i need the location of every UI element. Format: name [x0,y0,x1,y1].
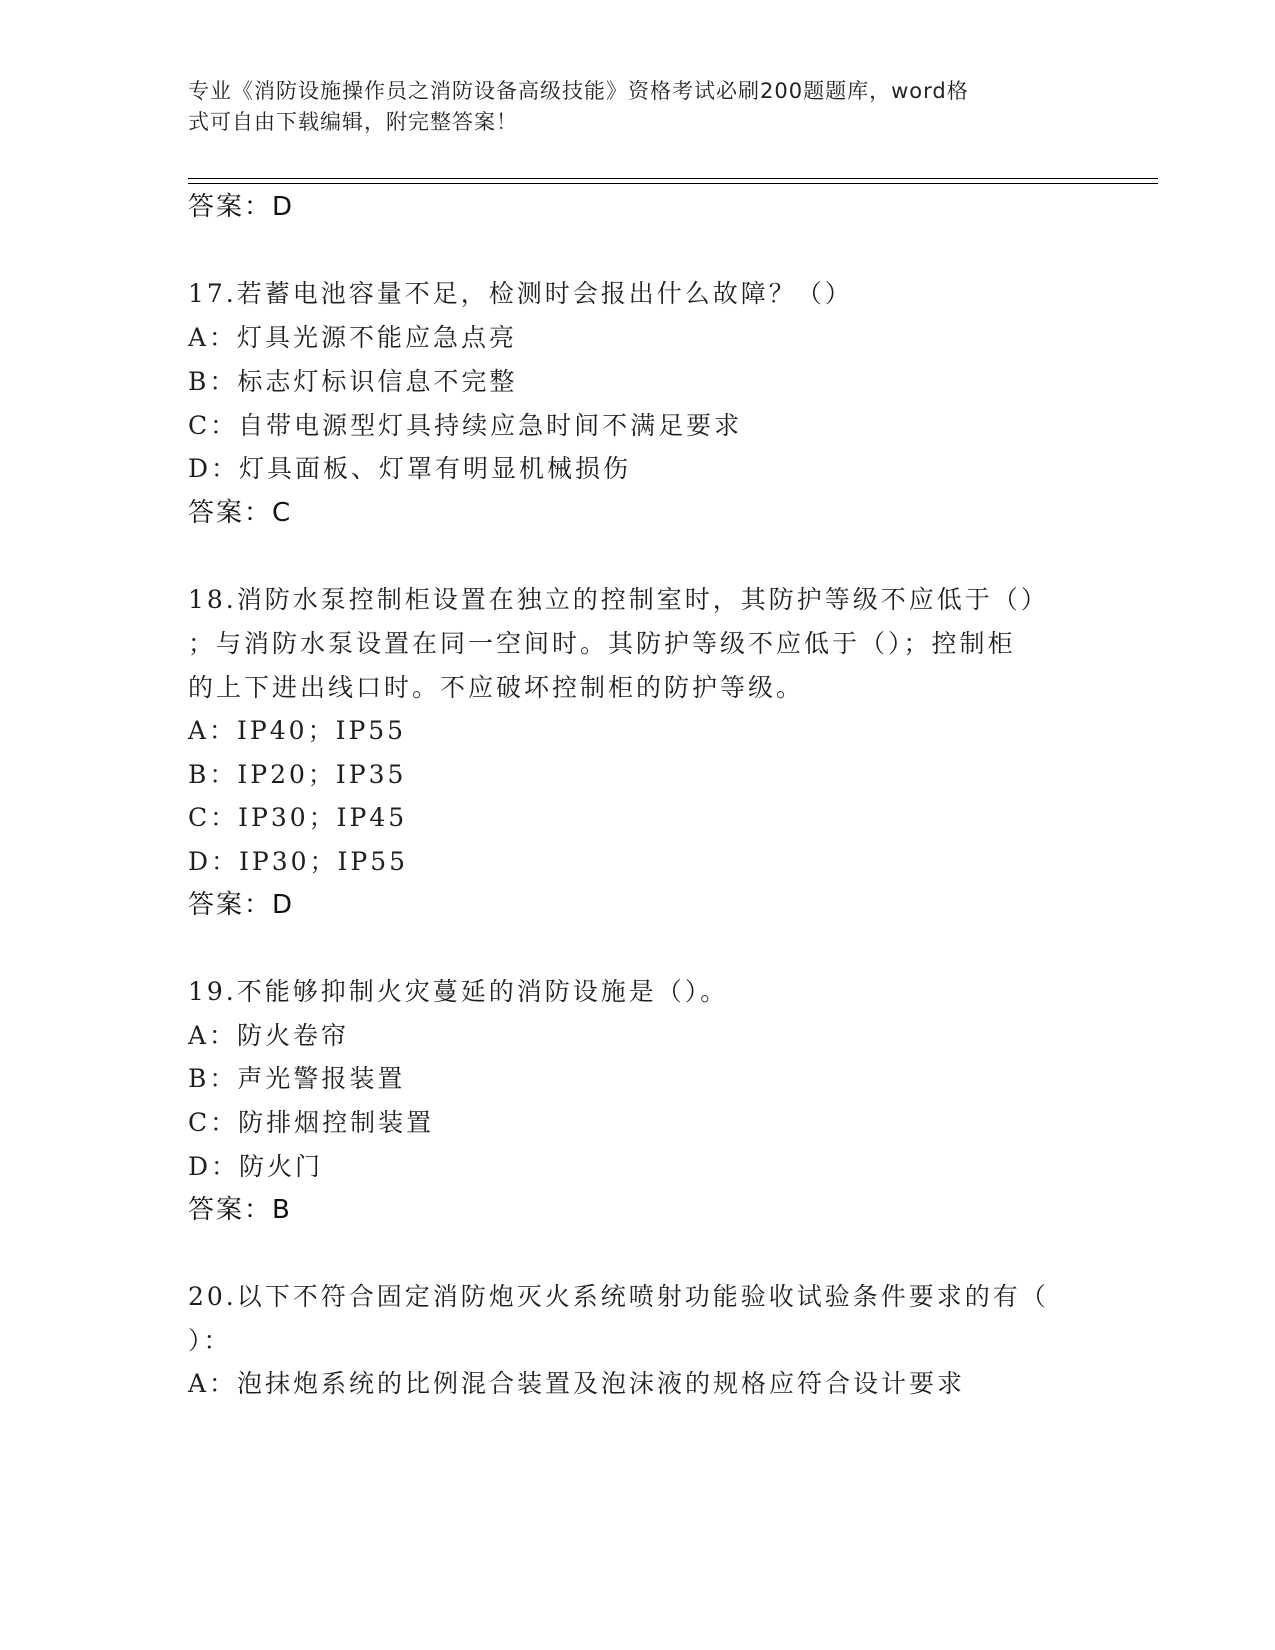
header-line-2: 式可自由下载编辑，附完整答案！ [188,110,518,134]
question-17-text: 17.若蓄电池容量不足，检测时会报出什么故障？（） [188,279,853,308]
question-17-answer: 答案：C [188,498,293,528]
answer-previous: 答案：D [188,192,295,222]
header-divider-top [188,178,1158,179]
question-20-text-line-2: ）： [188,1326,232,1355]
question-17-option-b: B：标志灯标识信息不完整 [188,367,518,396]
question-18-text-line-2: ；与消防水泵设置在同一空间时。其防护等级不应低于（）；控制柜 [188,629,1016,658]
question-19-text: 19.不能够抑制火灾蔓延的消防设施是（）。 [188,977,729,1006]
header-divider-bottom [188,183,1158,184]
question-18-option-d: D：IP30；IP55 [188,847,409,876]
question-18-option-b: B：IP20；IP35 [188,760,407,789]
question-17-option-c: C：自带电源型灯具持续应急时间不满足要求 [188,411,743,440]
question-18-option-a: A：IP40；IP55 [188,716,407,745]
question-18-text-line-3: 的上下进出线口时。不应破坏控制柜的防护等级。 [188,673,805,702]
question-18-option-c: C：IP30；IP45 [188,803,408,832]
question-19-option-c: C：防排烟控制装置 [188,1108,435,1137]
question-17-option-d: D：灯具面板、灯罩有明显机械损伤 [188,454,632,483]
question-18-text-line-1: 18.消防水泵控制柜设置在独立的控制室时，其防护等级不应低于（） [188,585,1049,614]
document-header [188,76,1068,138]
header-line-1: 专业《消防设施操作员之消防设备高级技能》资格考试必刷200题题库，word格 [188,79,969,103]
question-20-text-line-1: 20.以下不符合固定消防炮灭火系统喷射功能验收试验条件要求的有（ [188,1282,1049,1311]
question-19-option-d: D：防火门 [188,1152,324,1181]
question-18-answer: 答案：D [188,890,295,920]
question-19-option-b: B：声光警报装置 [188,1064,406,1093]
question-17-option-a: A：灯具光源不能应急点亮 [188,323,518,352]
question-20-option-a: A：泡抹炮系统的比例混合装置及泡沫液的规格应符合设计要求 [188,1369,966,1398]
question-19-option-a: A：防火卷帘 [188,1021,350,1050]
question-19-answer: 答案：B [188,1195,292,1225]
